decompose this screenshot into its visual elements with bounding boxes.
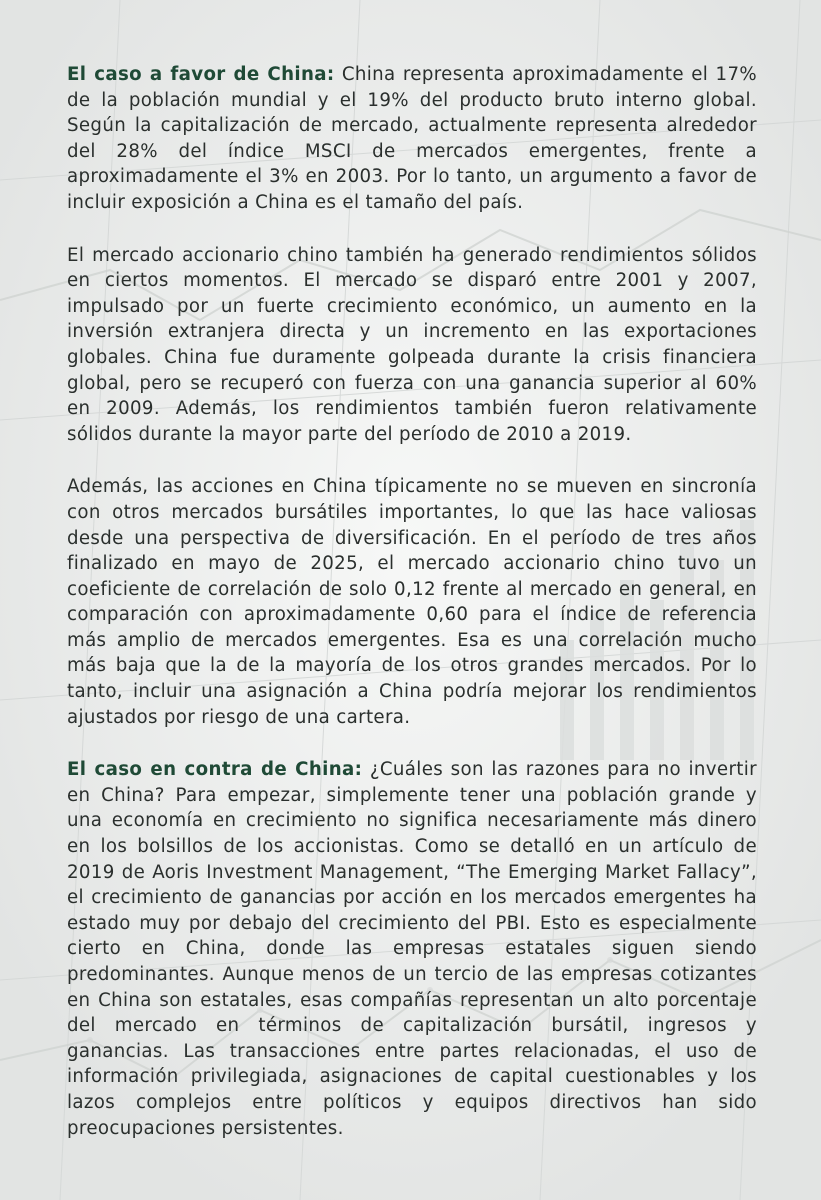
- document-body: [67, 62, 757, 1168]
- text-pro-china: China representa aproximadamente el 17% de la población mundial y el 19% del producto bruto interno global. Según la capitalización de mercado, actualmente representa alrededor del 28% del índice MSCI de mercados emergentes, frente a aproximadamente el 3% en 2003. Por lo tanto, un argumento a favor de incluir exposición a China es el tamaño del país.: [67, 64, 757, 213]
- paragraph-diversification: Además, las acciones en China típicamente no se mueven en sincronía con otros mercados bursátiles importantes, lo que las hace valiosas desde una perspectiva de diversificación. En el período de tres años finalizado en mayo de 2025, el mercado accionario chino tuvo un coeficiente de correlación de solo 0,12 frente al mercado en general, en comparación con aproximadamente 0,60 para el índice de referencia más amplio de mercados emergentes. Esa es una correlación mucho más baja que la de la mayoría de los otros grandes mercados. Por lo tanto, incluir una asignación a China podría mejorar los rendimientos ajustados por riesgo de una cartera.: [67, 476, 757, 728]
- text-con-china: ¿Cuáles son las razones para no invertir en China? Para empezar, simplemente tener una población grande y una economía en crecimiento no significa necesariamente más dinero en los bolsillos de los accionistas. Como se detalló en un artículo de 2019 de Aoris Investment Management, “The Emerging Market Fallacy”, el crecimiento de ganancias por acción en los mercados emergentes ha estado muy por debajo del crecimiento del PBI. Esto es especialmente cierto en China, donde las empresas estatales siguen siendo predominantes. Aunque menos de un tercio de las empresas cotizantes en China son estatales, esas compañías representan un alto porcentaje del mercado en términos de capitalización bursátil, ingresos y ganancias. Las transacciones entre partes relacionadas, el uso de información privilegiada, asignaciones de capital cuestionables y los lazos complejos entre políticos y equipos directivos han sido preocupaciones persistentes.: [67, 759, 758, 1139]
- paragraph-returns: El mercado accionario chino también ha generado rendimientos sólidos en ciertos momentos. El mercado se disparó entre 2001 y 2007, impulsado por un fuerte crecimiento económico, un aumento en la inversión extranjera directa y un incremento en las exportaciones globales. China fue duramente golpeada durante la crisis financiera global, pero se recuperó con fuerza con una ganancia superior al 60% en 2009. Además, los rendimientos también fueron relativamente sólidos durante la mayor parte del período de 2010 a 2019.: [67, 244, 757, 445]
- paragraph-con-china: [67, 757, 757, 1141]
- paragraph-pro-china: [67, 62, 757, 216]
- heading-con-china: El caso en contra de China:: [67, 759, 363, 781]
- heading-pro-china: El caso a favor de China:: [67, 64, 335, 85]
